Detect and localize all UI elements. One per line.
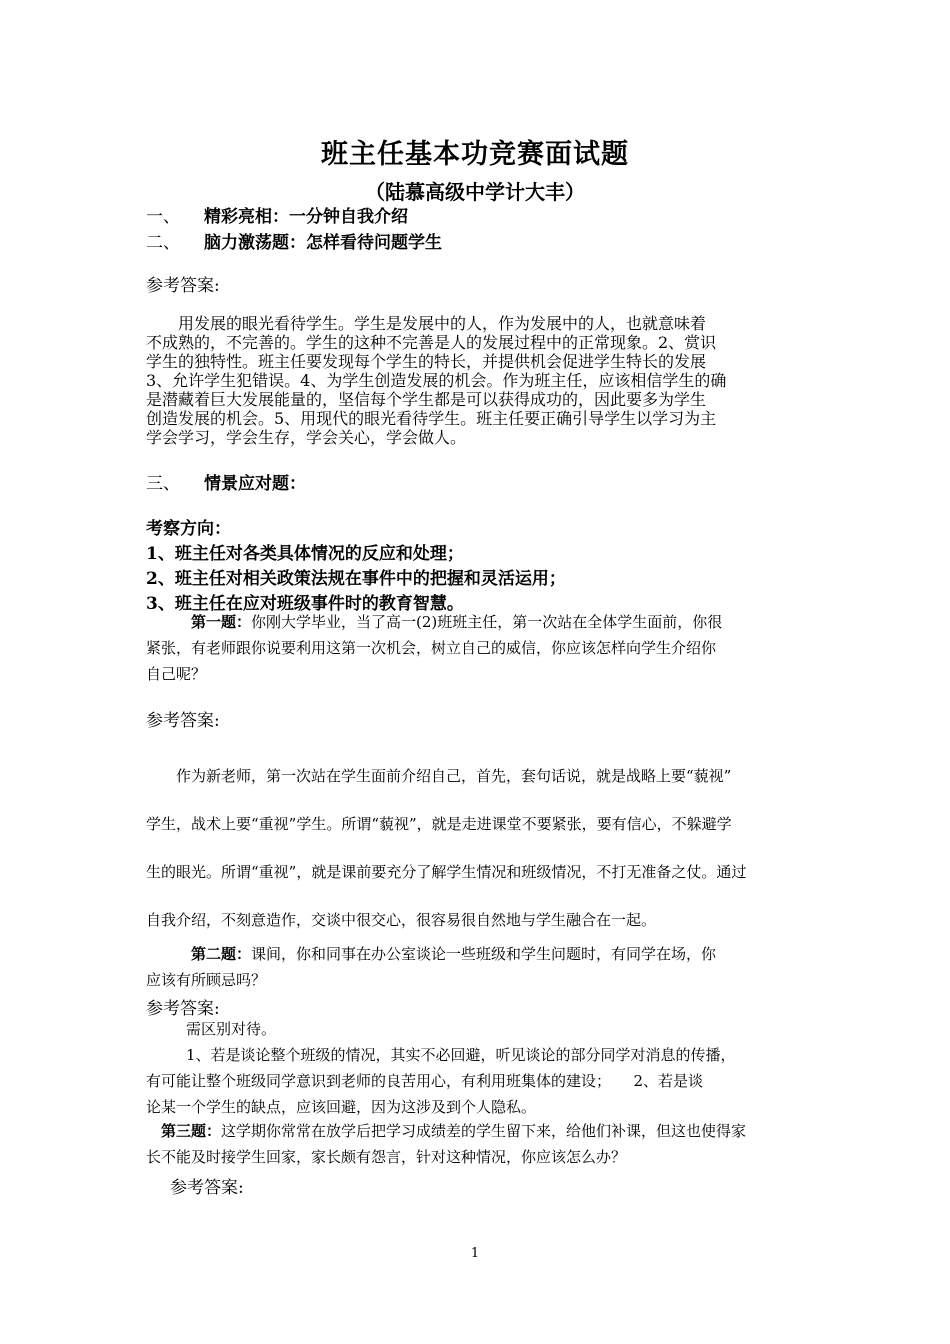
reference-answer-label: 参考答案:: [146, 711, 220, 731]
section-text: 情景应对题：: [204, 474, 306, 494]
text-line: 自己呢？: [146, 665, 207, 683]
text-line: 3、允许学生犯错误。4、为学生创造发展的机会。作为班主任，应该相信学生的确: [146, 371, 727, 390]
section-number: 三、: [146, 474, 180, 494]
text-line: 学生，战术上要“重视”学生。所谓“藐视”，就是走进课堂不要紧张，要有信心，不躲避学: [146, 815, 732, 833]
reference-answer-label: 参考答案:: [170, 1178, 244, 1198]
text-line: [146, 609, 810, 635]
document-title: 班主任基本功竞赛面试题: [321, 139, 629, 170]
question-1: [146, 609, 810, 687]
text-line: 论某一个学生的缺点，应该回避，因为这涉及到个人隐私。: [146, 1098, 537, 1116]
text-line: 1、若是谈论整个班级的情况，其实不必回避，听见谈论的部分同学对消息的传播，: [186, 1046, 736, 1064]
text-line: 作为新老师，第一次站在学生面前介绍自己，首先，套句话说，就是战略上要“藐视”: [146, 767, 732, 785]
focus-item: 2、班主任对相关政策法规在事件中的把握和灵活运用；: [146, 569, 566, 589]
answer-question-1: [146, 752, 810, 944]
text-line: 长不能及时接学生回家，家长颇有怨言，针对这种情况，你应该怎么办？: [146, 1148, 627, 1166]
text-line: 有可能让整个班级同学意识到老师的良苦用心，有利用班集体的建设； 2、若是谈: [146, 1072, 704, 1090]
text-line: 不成熟的，不完善的。学生的这种不完善是人的发展过程中的正常现象。2、赏识: [146, 333, 717, 352]
answer-question-2: [146, 1016, 810, 1120]
section-3-heading: [146, 469, 306, 494]
text-line: 学生的独特性。班主任要发现每个学生的特长，并提供机会促进学生特长的发展: [146, 352, 707, 371]
section-1-heading: [146, 202, 408, 227]
question-2: [146, 941, 810, 993]
reference-answer-label: 参考答案:: [146, 999, 220, 1019]
text-line: 用发展的眼光看待学生。学生是发展中的人，作为发展中的人，也就意味着: [146, 314, 707, 333]
text-line: 学会学习，学会生存，学会关心，学会做人。: [146, 428, 467, 447]
reference-answer-label: 参考答案:: [146, 276, 220, 296]
text-line: [146, 1118, 810, 1144]
section-text: 精彩亮相：一分钟自我介绍: [204, 207, 408, 227]
text-line: 自我介绍，不刻意造作，交谈中很交心，很容易很自然地与学生融合在一起。: [146, 911, 657, 929]
focus-item: 1、班主任对各类具体情况的反应和处理；: [146, 544, 464, 564]
question-label: 第三题：: [161, 1122, 222, 1140]
section-text: 脑力激荡题：怎样看待问题学生: [204, 233, 442, 253]
section-2-heading: [146, 228, 442, 253]
question-text: 这学期你常常在放学后把学习成绩差的学生留下来，给他们补课，但这也使得家: [221, 1122, 747, 1140]
text-line: 需区别对待。: [186, 1020, 277, 1038]
question-label: 第一题：: [191, 613, 252, 631]
text-line: 创造发展的机会。5、用现代的眼光看待学生。班主任要正确引导学生以学习为主: [146, 409, 717, 428]
question-label: 第二题：: [191, 945, 252, 963]
page-number: 1: [470, 1246, 480, 1261]
focus-heading: 考察方向：: [146, 519, 231, 539]
text-line: [146, 941, 810, 967]
focus-item: 3、班主任在应对班级事件时的教育智慧。: [146, 594, 464, 614]
answer-problem-students: [146, 314, 810, 447]
question-3: [146, 1118, 810, 1170]
text-line: 紧张，有老师跟你说要利用这第一次机会，树立自己的威信，你应该怎样向学生介绍你: [146, 639, 717, 657]
section-number: 一、: [146, 207, 180, 227]
text-line: 生的眼光。所谓“重视”，就是课前要充分了解学生情况和班级情况，不打无准备之仗。通过: [146, 863, 747, 881]
text-line: 应该有所顾忌吗？: [146, 971, 267, 989]
section-number: 二、: [146, 233, 180, 253]
text-line: 是潜藏着巨大发展能量的，坚信每个学生都是可以获得成功的，因此要多为学生: [146, 390, 707, 409]
question-text: 你刚大学毕业，当了高一(2)班班主任，第一次站在全体学生面前，你很: [251, 613, 723, 631]
question-text: 课间，你和同事在办公室谈论一些班级和学生问题时，有同学在场，你: [251, 945, 717, 963]
document-subtitle: （陆慕高级中学计大丰）: [365, 180, 585, 204]
